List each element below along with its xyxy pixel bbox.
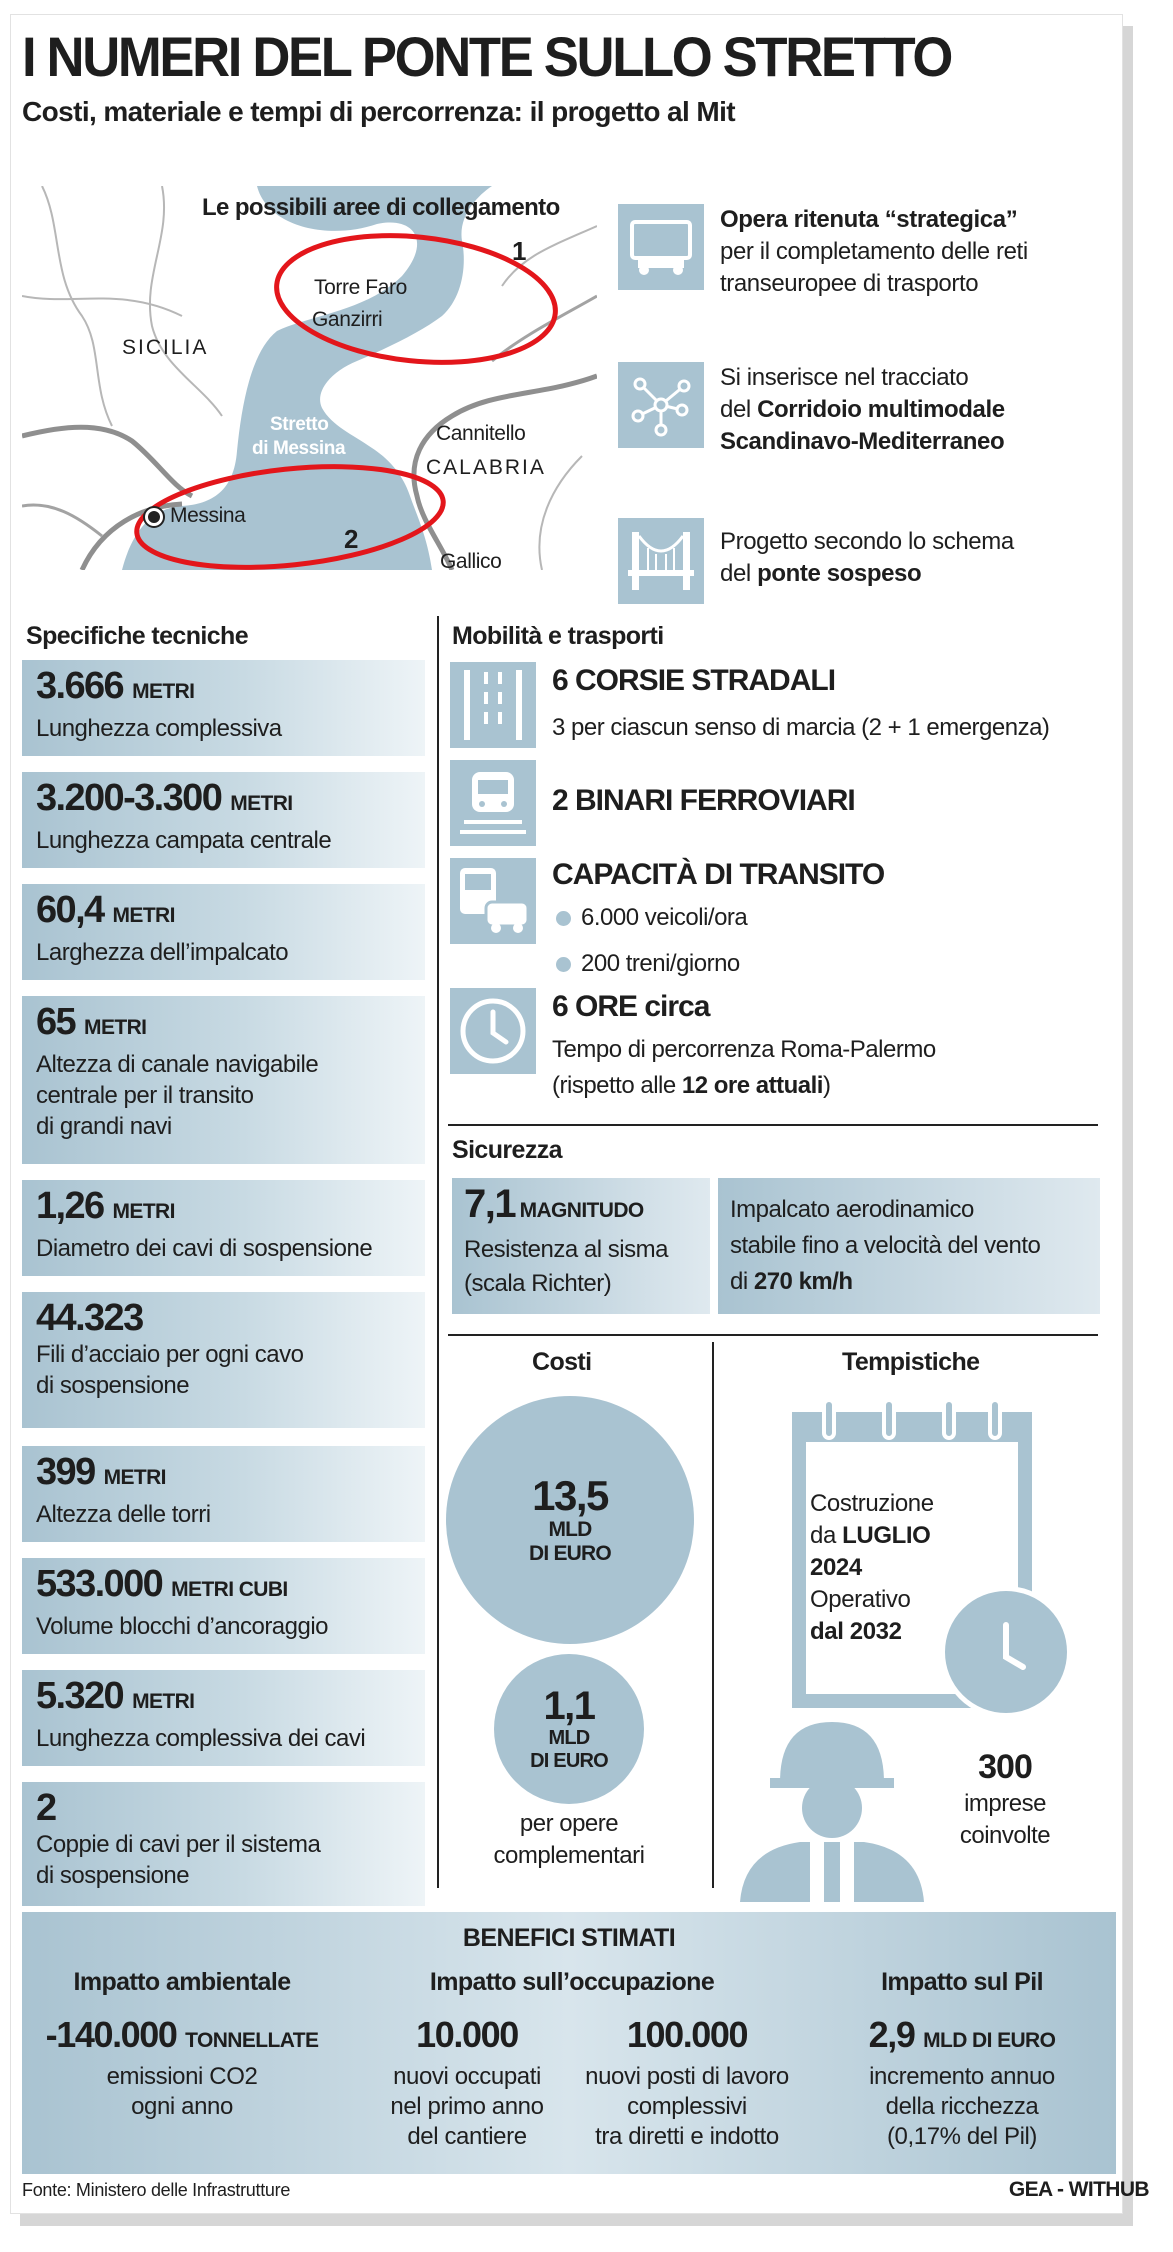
costs-divider: [712, 1342, 714, 1888]
jobs-a-line2: nel primo anno: [390, 2093, 544, 2120]
map-graphic: [22, 186, 597, 570]
map-title: Le possibili aree di collegamento: [202, 194, 560, 221]
specs-title: Specifiche tecniche: [26, 622, 249, 650]
time-line1: Tempo di percorrenza Roma-Palermo: [552, 1036, 936, 1063]
spec-description: di sospensione: [36, 1862, 190, 1889]
divider-safety: [448, 1124, 1098, 1126]
label-cannitello: Cannitello: [436, 422, 526, 445]
main-cost-circle: 13,5 MLD DI EURO: [446, 1396, 694, 1644]
spec-value: 44.323: [36, 1297, 143, 1339]
spec-description: Fili d’acciaio per ogni cavo: [36, 1341, 304, 1368]
strait-map: [22, 186, 597, 570]
feature-corridor: Si inserisce nel tracciato del Corridoio multimodale Scandinavo-Mediterraneo: [720, 364, 1005, 455]
spec-value: 5.320 METRI: [36, 1675, 195, 1717]
gdp-line2: della ricchezza: [885, 2093, 1039, 2120]
bridge-icon: [618, 518, 704, 604]
gdp-title: Impatto sul Pil: [881, 1968, 1043, 1996]
firms-line2: coinvolte: [959, 1822, 1051, 1849]
quake-box: 7,1 MAGNITUDO Resistenza al sisma (scala Richter): [452, 1178, 710, 1314]
capacity-trains: 200 treni/giorno: [556, 948, 740, 980]
worker-icon: [740, 1712, 924, 1902]
extra-cost-circle: 1,1 MLD DI EURO: [494, 1654, 644, 1804]
spec-description: Larghezza dell’impalcato: [36, 939, 289, 966]
jobs-b-line2: complessivi: [627, 2093, 747, 2120]
label-ganzirri: Ganzirri: [312, 308, 383, 331]
env-value: -140.000 TONNELLATE: [45, 2014, 319, 2055]
feature-suspension: Progetto secondo lo schema del ponte sospeso: [720, 528, 1014, 587]
spec-description: di grandi navi: [36, 1113, 172, 1140]
vehicles-icon: [450, 858, 536, 944]
clock-icon: [940, 1586, 1072, 1718]
mobility-title: Mobilità e trasporti: [452, 622, 664, 650]
extra-cost-line1: per opere: [519, 1810, 619, 1837]
spec-value: 3.666 METRI: [36, 665, 195, 707]
spec-item: [22, 996, 425, 1164]
label-torre-faro: Torre Faro: [314, 276, 407, 299]
label-gallico: Gallico: [440, 550, 502, 570]
spec-description: centrale per il transito: [36, 1082, 254, 1109]
spec-item: [22, 1180, 425, 1276]
spec-unit: METRI: [132, 680, 195, 703]
spec-description: Altezza delle torri: [36, 1501, 211, 1528]
spec-value: 3.200-3.300 METRI: [36, 777, 293, 819]
firms-line1: imprese: [964, 1790, 1046, 1817]
env-title: Impatto ambientale: [73, 1968, 291, 1996]
jobs-b-value: 100.000: [626, 2014, 748, 2055]
spec-description: Coppie di cavi per il sistema: [36, 1831, 321, 1858]
spec-item: [22, 660, 425, 756]
costs-title: Costi: [532, 1348, 592, 1376]
spec-unit: METRI CUBI: [171, 1578, 288, 1601]
timeline-title: Tempistiche: [842, 1348, 980, 1376]
lanes-text: 3 per ciascun senso di marcia (2 + 1 emergenza): [552, 714, 1050, 741]
label-messina: Messina: [170, 504, 246, 527]
env-line2: ogni anno: [131, 2093, 233, 2120]
spec-value: 1,26 METRI: [36, 1185, 175, 1227]
spec-unit: METRI: [84, 1016, 147, 1039]
jobs-a-line3: del cantiere: [407, 2123, 527, 2150]
jobs-title: Impatto sull’occupazione: [429, 1968, 715, 1996]
rails-title: 2 BINARI FERROVIARI: [552, 784, 855, 817]
timeline-text: Costruzione da LUGLIO 2024 Operativo dal 2032: [810, 1490, 934, 1645]
spec-description: Lunghezza complessiva: [36, 715, 282, 742]
road-icon: [450, 662, 536, 748]
source-note: Fonte: Ministero delle Infrastrutture: [22, 2180, 291, 2200]
time-title: 6 ORE circa: [552, 990, 710, 1023]
lanes-title: 6 CORSIE STRADALI: [552, 664, 836, 697]
spec-description: Diametro dei cavi di sospensione: [36, 1235, 373, 1262]
spec-value: 533.000 METRI CUBI: [36, 1563, 288, 1605]
label-stretto: Stretto: [270, 414, 329, 435]
spec-item: [22, 1292, 425, 1428]
label-area-1: 1: [512, 236, 527, 266]
wind-box: Impalcato aerodinamico stabile fino a velocità del vento di 270 km/h: [718, 1178, 1100, 1314]
env-line1: emissioni CO2: [106, 2063, 258, 2090]
spec-unit: METRI: [230, 792, 293, 815]
jobs-a-line1: nuovi occupati: [393, 2063, 541, 2090]
time-line2: (rispetto alle 12 ore attuali): [552, 1072, 831, 1099]
spec-item: [22, 1670, 425, 1766]
spec-item: [22, 1446, 425, 1542]
jobs-a-value: 10.000: [416, 2014, 518, 2055]
spec-description: Volume blocchi d’ancoraggio: [36, 1613, 329, 1640]
safety-title: Sicurezza: [452, 1136, 562, 1164]
spec-item: [22, 1558, 425, 1654]
benefits-title: BENEFICI STIMATI: [462, 1924, 676, 1952]
spec-description: di sospensione: [36, 1372, 190, 1399]
benefits-panel: [22, 1912, 1116, 2174]
bullet-dot: [556, 957, 571, 972]
gdp-value: 2,9 MLD DI EURO: [868, 2014, 1056, 2055]
spec-unit: METRI: [103, 1466, 166, 1489]
spec-item: [22, 1782, 425, 1906]
spec-value: 60,4 METRI: [36, 889, 175, 931]
capacity-title: CAPACITÀ DI TRANSITO: [552, 858, 885, 891]
gdp-line1: incremento annuo: [869, 2063, 1055, 2090]
spec-description: Lunghezza complessiva dei cavi: [36, 1725, 366, 1752]
label-di-messina: di Messina: [252, 438, 346, 459]
gdp-line3: (0,17% del Pil): [886, 2123, 1038, 2150]
spec-item: [22, 884, 425, 980]
spec-value: 2: [36, 1787, 56, 1829]
spec-item: [22, 772, 425, 868]
label-area-2: 2: [344, 524, 359, 554]
label-sicilia: SICILIA: [122, 336, 209, 359]
divider-costs: [448, 1334, 1098, 1336]
clock-icon: [450, 988, 536, 1074]
feature-strategic: Opera ritenuta “strategica” per il completamento delle reti transeuropee di trasporto: [720, 206, 1028, 297]
column-divider: [437, 616, 439, 1888]
spec-unit: METRI: [132, 1690, 195, 1713]
spec-unit: METRI: [112, 1200, 175, 1223]
page-subtitle: Costi, materiale e tempi di percorrenza: il progetto al Mit: [22, 96, 735, 127]
jobs-b-line3: tra diretti e indotto: [595, 2123, 779, 2150]
spec-description: Altezza di canale navigabile: [36, 1051, 319, 1078]
brand-logo: GEA - WITHUB: [1008, 2178, 1149, 2201]
spec-value: 399 METRI: [36, 1451, 166, 1493]
train-icon: [450, 760, 536, 846]
jobs-b-line1: nuovi posti di lavoro: [585, 2063, 789, 2090]
capacity-vehicles: 6.000 veicoli/ora: [556, 902, 747, 934]
spec-unit: METRI: [112, 904, 175, 927]
spec-description: Lunghezza campata centrale: [36, 827, 332, 854]
spec-value: 65 METRI: [36, 1001, 147, 1043]
network-icon: [618, 362, 704, 448]
page-title: I NUMERI DEL PONTE SULLO STRETTO: [22, 25, 951, 88]
firms-value: 300: [978, 1748, 1032, 1786]
label-calabria: CALABRIA: [426, 456, 546, 479]
bullet-dot: [556, 911, 571, 926]
extra-cost-line2: complementari: [493, 1842, 645, 1869]
truck-icon: [618, 204, 704, 290]
